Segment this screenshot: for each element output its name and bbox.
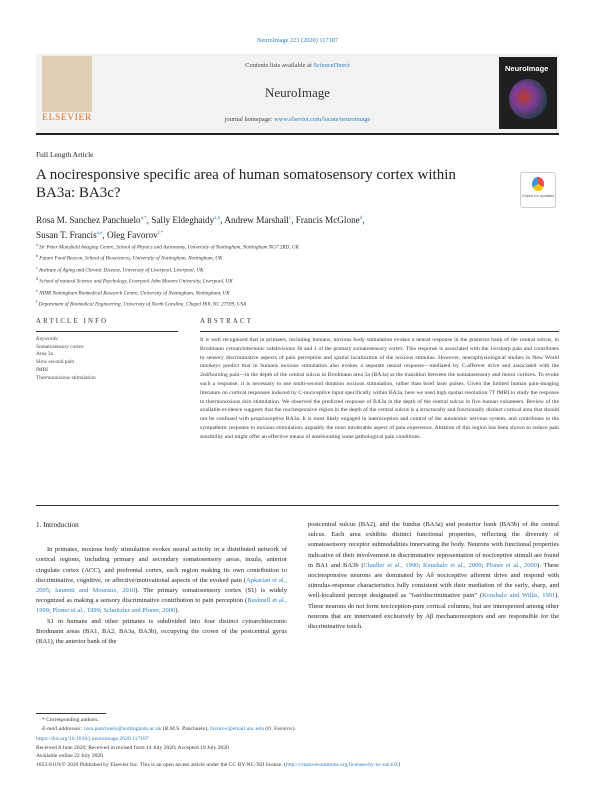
text-run: ). The primary somatosensory cortex (S1) is widely recognized as making a sensory discriminative contribution to pain perception (	[36, 587, 287, 605]
contents-prefix: Contents lists available at	[245, 62, 314, 69]
author-list: Rosa M. Sanchez Panchuelo$^{a,*}$, Sally Eldeghaidy$^{a,b}$, Andrew Marshall$^c$, Francis McGlone$^d$, Susan T. Francis$^{a,e}$, Oleg Favorov$^{f,*}$	[36, 215, 365, 241]
affiliation-mark: c	[36, 264, 38, 270]
corresponding-note: * Corresponding authors.	[42, 717, 99, 723]
affiliation-mark: b	[36, 253, 38, 259]
affiliation-mark: e	[36, 287, 38, 293]
check-for-updates-button[interactable]	[520, 172, 556, 208]
history-received: Received 8 June 2020; Received in revised form 14 July 2020; Accepted 19 July 2020	[36, 744, 229, 751]
citation-link[interactable]: Apkarian et al., 2005	[36, 576, 287, 595]
keyword-item: Thermonoxious stimulation	[36, 374, 96, 381]
affiliation-text: Future Food Beacon, School of Biosciences, University of Nottingham, Nottingham, UK	[39, 256, 223, 263]
article-type: Full Length Article	[36, 150, 94, 159]
license-link[interactable]: http://creativecommons.org/licenses/by-nc-nd/4.0/	[285, 761, 399, 768]
affiliation-item	[36, 298, 556, 309]
affiliation-text: Department of Biomedical Engineering, University of North Carolina, Chapel Hill, NC 27599, USA	[38, 301, 247, 308]
brain-image	[509, 79, 547, 119]
affiliation-text: Sir Peter Mansfield Imaging Centre, School of Physics and Astronomy, University of Nottingham, Nottingham NG7 2RD, UK	[39, 244, 300, 251]
doi-link[interactable]: https://doi.org/10.1016/j.neuroimage.2020.117187	[36, 736, 149, 742]
article-info-heading: ARTICLE INFO	[36, 318, 109, 325]
email-label: E-mail addresses:	[42, 725, 84, 732]
journal-citation-link[interactable]: NeuroImage 223 (2020) 117187	[256, 37, 339, 44]
citation-link[interactable]: Iannetti and Mouraux, 2010	[55, 587, 136, 595]
body-paragraph	[36, 545, 287, 616]
affiliation-item	[36, 287, 556, 298]
citation-link[interactable]: Kenshalo and Willis, 1991	[482, 592, 556, 600]
license-line	[36, 761, 556, 770]
citation-link[interactable]: Ploner et al., 2000	[486, 561, 538, 569]
license-text: )	[398, 761, 401, 768]
citation-link[interactable]: Schnitzler and Ploner, 2000	[103, 607, 176, 615]
affiliation-list	[36, 241, 556, 310]
text-run: postcentral sulcus (BA2), and the fundus (BA3a) and posterior bank (BA3b) of the central sulcus. Each area exhibits distinct functional properties, reflecting the diversity of somatosensory receptor submodalities innervating the body. Neurons with functional properties indicative of their involvement in discriminative representation of nociceptive stimuli are found in BA1 and BA3b (	[308, 521, 559, 569]
keyword-item: Area 3a	[36, 351, 53, 358]
affiliation-mark: a	[36, 242, 38, 247]
email-note: (O. Favorov).	[264, 725, 297, 732]
text-run: ;	[99, 607, 104, 615]
footnote-rule	[36, 713, 106, 714]
citation-link[interactable]: Kenshalo et al., 2000	[423, 561, 482, 569]
text-run: ;	[49, 587, 55, 595]
email-line	[36, 725, 556, 734]
keywords-block	[36, 336, 178, 382]
author-affil-marks[interactable]: a,*	[140, 216, 147, 221]
keywords-label: Keywords:	[36, 336, 60, 342]
abstract-bottom-rule	[36, 505, 559, 506]
affiliation-text: School of natural Science and Psychology, Liverpool John Moores University, Liverpool, UK	[39, 279, 233, 286]
email-link[interactable]: favorov@email.unc.edu	[210, 725, 265, 732]
article-info-rule	[36, 331, 178, 332]
homepage-link[interactable]: www.elsevier.com/locate/neuroimage	[274, 116, 371, 123]
text-run: In primates, noxious body stimulation evokes neural activity in a distributed network of cortical regions, including primary and secondary somatosensory areas, insula, anterior cingulate cortex (ACC), and prefrontal cortex, each region making its own contribution to discriminative, cognitive, or affective/motivational aspects of the evoked pain (	[36, 546, 287, 584]
author-name[interactable]: Rosa M. Sanchez Panchuelo	[36, 215, 141, 226]
author-name[interactable]: Susan T. Francis	[36, 230, 97, 241]
author-affil-marks[interactable]: d	[359, 216, 363, 221]
text-run: ). These nociresponsive neurons are dominated by Aδ nociceptive afferent drive and respond with stimulus-response characteristics fully consistent with their mediation of the early, sharp, and well-localized percept designated as "fast/discriminative pain" (	[308, 561, 560, 600]
crossmark-label: Check for updates	[521, 193, 555, 198]
author-name[interactable]: Oleg Favorov	[106, 230, 158, 241]
abstract-heading: ABSTRACT	[200, 318, 254, 325]
license-text: 1053-8119/© 2020 Published by Elsevier Inc. This is an open access article under the CC BY-NC-ND license. (	[36, 761, 286, 768]
body-left-column	[36, 520, 287, 647]
history-available: Available online 22 July 2020	[36, 753, 104, 759]
citation-link[interactable]: Ploner et al., 1999	[52, 607, 100, 615]
publisher-logo-text: ELSEVIER	[42, 113, 92, 123]
affiliation-item	[36, 275, 556, 286]
email-link[interactable]: rosa.panchuelo@nottingham.ac.uk	[83, 725, 162, 732]
affiliation-text: NIHR Nottingham Biomedical Research Centre, University of Nottingham, Nottingham, UK	[39, 290, 230, 297]
cover-title: NeuroImage	[505, 64, 549, 73]
affiliation-item	[36, 252, 556, 263]
affiliation-text: Institute of Aging and Chronic Disease, University of Liverpool, Liverpool, UK	[39, 267, 204, 274]
journal-name: NeuroImage	[265, 85, 330, 100]
crossmark-icon	[532, 177, 544, 191]
affiliation-item	[36, 264, 556, 275]
author-affil-marks[interactable]: c	[288, 216, 292, 221]
keyword-item: Slow second pain	[36, 359, 75, 366]
body-paragraph	[308, 520, 559, 632]
citation-link[interactable]: Bushnell et al., 1999	[36, 597, 287, 615]
section-heading: 1. Introduction	[36, 521, 79, 529]
text-run: ).	[175, 607, 180, 615]
body-paragraph: S1 in humans and other primates is subdivided into four distinct cytoarchitectonic Brodmann areas (BA1, BA2, BA3a, BA3b), occupying the crown of the postcentral gyrus (BA1), the anterior bank of the	[36, 617, 287, 646]
author-name[interactable]: Francis McGlone	[295, 215, 360, 226]
footnotes	[36, 716, 556, 769]
sciencedirect-link[interactable]: ScienceDirect	[313, 62, 350, 69]
abstract-rule	[200, 331, 559, 332]
email-note: (R.M.S. Panchuelo),	[161, 725, 211, 732]
abstract-text: It is well recognized that in primates, including humans, noxious body stimulation evokes a neural response in the posterior bank of the central sulcus, in Brodmann cytoarchitectonic subdivisions 3b and 1 of the primary somatosensory cortex. This response is associated with the 1st/sharp pain and contributes to sensory discriminative aspects of pain perception and spatial localization of the noxious stimulus. However, neurophysiological studies in New World monkeys predict that in humans noxious stimulation also evokes a separate neural response—mediated by C-afferent drive and associated with the 2nd/burning pain—in the depth of the central sulcus in Brodmann area 3a (BA3a) at the transition between the somatosensory and motor cortices. To evoke such a response, it is necessary to use multi-second duration noxious stimulation, rather than brief laser pulses. Given the limited human pain-imaging literature on cortical responses induced by C-nociceptive input specifically within BA3a, here we used high spatial resolution 7T fMRI to study the response to thermonoxious skin stimulation. We observed the predicted response of BA3a in the depth of the central sulcus in five human volunteers. Review of the available evidence suggests that the nociresponsive region in the depth of the central sulcus is a structurally and functionally distinct cortical area that should not be confused with proprioceptive BA3a. It is most likely engaged in interoception and control of the autonomic nervous system, and contributes to the sympathetic response to noxious stimulation, arguably the most intolerable aspect of pain experience. Ablation of this region has been shown to reduce pain sensibility and might offer an effective means of ameliorating some pathological pain conditions.	[200, 337, 559, 440]
text-run: ;	[481, 561, 487, 569]
text-run: ;	[418, 561, 424, 569]
article-title: A nociresponsive specific area of human somatosensory cortex within BA3a: BA3c?	[36, 167, 456, 201]
keyword-item: fMRI	[36, 366, 48, 373]
citation-link[interactable]: Chudler et al., 1990	[363, 561, 419, 569]
body-right-column	[308, 520, 559, 632]
affiliation-mark: f	[36, 299, 38, 305]
text-run: ). These neurons do not form nociception-pure cortical columns, but are interspersed among other neurons that are innervated exclusively by Aβ mechanoreceptors and are responsible for the discriminative touch.	[308, 592, 560, 631]
author-affil-marks[interactable]: a,b	[214, 216, 221, 221]
keyword-item: Somatosensory cortex	[36, 343, 84, 350]
journal-cover-image[interactable]	[499, 57, 557, 129]
author-affil-marks[interactable]: a,e	[96, 231, 103, 237]
affiliation-item	[36, 241, 556, 252]
affiliation-mark: d	[36, 276, 38, 282]
homepage-prefix: journal homepage:	[224, 116, 275, 123]
author-name[interactable]: Andrew Marshall	[224, 215, 289, 226]
author-affil-marks[interactable]: f,*	[157, 231, 164, 237]
author-name[interactable]: Sally Eldeghaidy	[151, 215, 215, 226]
text-run: ;	[49, 607, 53, 615]
